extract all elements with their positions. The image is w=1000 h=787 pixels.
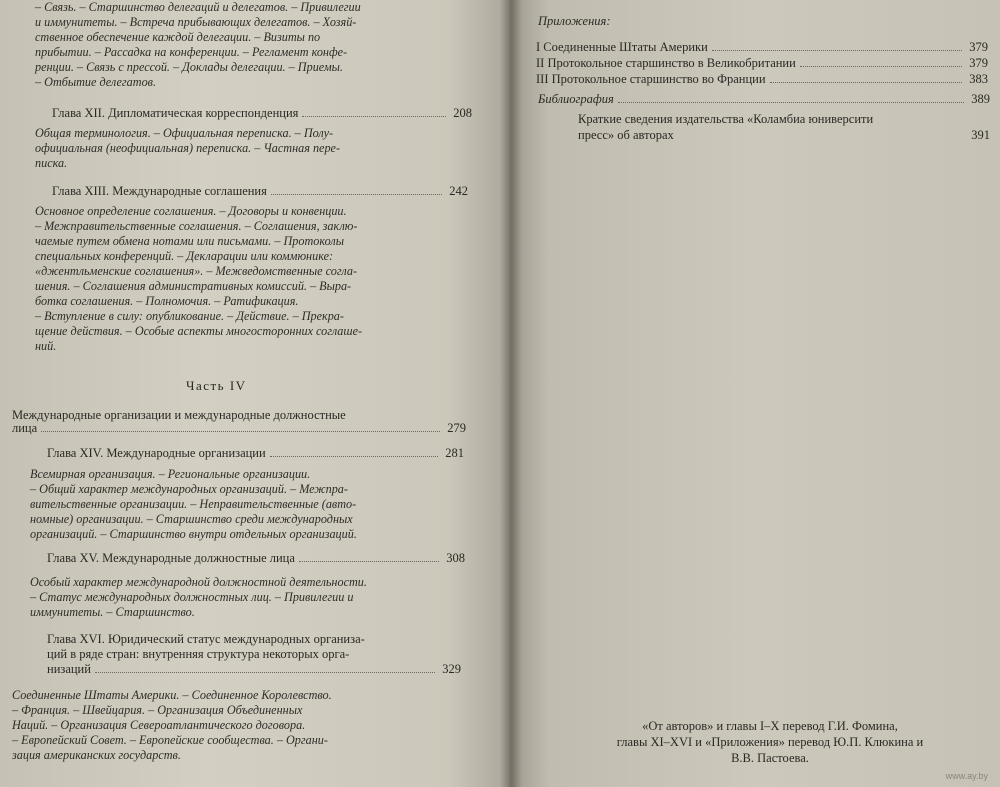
credits-line: главы XI–XVI и «Приложения» перевод Ю.П. Клюкина и	[616, 735, 924, 749]
toc-entry-part4	[12, 421, 466, 435]
part-title-line1: Международные организации и международные должностные	[12, 408, 346, 422]
toc-entry-appendix-2	[536, 56, 988, 70]
desc-line: официальная (неофициальная) переписка. – Частная пере-	[35, 141, 341, 155]
desc-line: вительственные организации. – Неправительственные (авто-	[30, 497, 357, 511]
toc-entry-title: Глава XIII. Международные соглашения	[52, 184, 267, 198]
part-heading: Часть IV	[186, 378, 247, 393]
dot-leader	[770, 82, 962, 83]
toc-entry-title: Библиография	[538, 92, 614, 106]
desc-line: ренции. – Связь с прессой. – Доклады делегации. – Приемы.	[35, 60, 343, 74]
dot-leader	[800, 66, 962, 67]
toc-entry-page: 279	[447, 421, 466, 435]
chapter16-description	[12, 688, 422, 763]
toc-entry-chapter12	[52, 106, 472, 120]
desc-line: иммунитеты. – Старшинство.	[30, 605, 195, 619]
chapter13-description	[35, 204, 435, 354]
toc-entry-title: лица	[12, 421, 38, 435]
toc-entry-title-line: Глава XVI. Юридический статус международных организа-	[47, 632, 365, 646]
toc-entry-title: пресс» об авторах	[578, 128, 674, 142]
translation-credits	[570, 718, 970, 766]
toc-entry-bibliography	[538, 92, 990, 106]
toc-entry-title: Глава XII. Дипломатическая корреспонденция	[52, 106, 299, 120]
desc-line: Всемирная организация. – Региональные организации.	[30, 467, 311, 481]
desc-line: организаций. – Старшинство внутри отдельных организаций.	[30, 527, 357, 541]
watermark: www.ay.by	[945, 771, 988, 781]
toc-entry-title: Глава XV. Международные должностные лица	[47, 551, 295, 565]
toc-entry-chapter13	[52, 184, 468, 198]
chapter15-description	[30, 575, 430, 620]
toc-entry-page: 383	[969, 72, 988, 86]
dot-leader	[302, 116, 446, 117]
toc-entry-appendix-1	[536, 40, 988, 54]
toc-entry-page: 389	[971, 92, 990, 106]
desc-line: и иммунитеты. – Встреча прибывающих делегатов. – Хозяй-	[35, 15, 357, 29]
desc-line: шения. – Соглашения административных комиссий. – Выра-	[35, 279, 352, 293]
desc-line: – Европейский Совет. – Европейские сообщества. – Органи-	[12, 733, 328, 747]
appendices-heading: Приложения:	[538, 14, 611, 28]
toc-entry-about-authors	[578, 128, 990, 142]
toc-entry-chapter14	[47, 446, 464, 460]
chapter12-description	[35, 126, 435, 171]
dot-leader	[270, 456, 438, 457]
toc-entry-chapter15	[47, 551, 465, 565]
desc-line: чаемые путем обмена нотами или письмами. – Протоколы	[35, 234, 344, 248]
toc-entry-chapter16-title	[47, 632, 437, 662]
desc-line: «джентльменские соглашения». – Межведомственные согла-	[35, 264, 358, 278]
toc-entry-title: низаций	[47, 662, 91, 676]
desc-line: Общая терминология. – Официальная переписка. – Полу-	[35, 126, 334, 140]
desc-line: ственное обеспечение каждой делегации. – Визиты по	[35, 30, 321, 44]
credits-line: В.В. Пастоева.	[731, 751, 809, 765]
toc-entry-page: 308	[446, 551, 465, 565]
desc-line: номные) организации. – Старшинство среди международных	[30, 512, 353, 526]
toc-entry-chapter16	[47, 662, 461, 676]
dot-leader	[271, 194, 442, 195]
toc-entry-title: Глава XIV. Международные организации	[47, 446, 266, 460]
desc-line: специальных конференций. – Декларации или коммюнике:	[35, 249, 334, 263]
desc-line: Основное определение соглашения. – Договоры и конвенции.	[35, 204, 347, 218]
desc-line: Особый характер международной должностной деятельности.	[30, 575, 367, 589]
desc-line: ботка соглашения. – Полномочия. – Ратификация.	[35, 294, 299, 308]
toc-entry-appendix-3	[536, 72, 988, 86]
desc-line: ний.	[35, 339, 57, 353]
toc-entry-page: 391	[971, 128, 990, 142]
dot-leader	[618, 102, 964, 103]
desc-line: – Общий характер международных организаций. – Межпра-	[30, 482, 348, 496]
dot-leader	[678, 138, 964, 139]
desc-line: писка.	[35, 156, 68, 170]
desc-line: Соединенные Штаты Америки. – Соединенное Королевство.	[12, 688, 332, 702]
about-authors-line1: Краткие сведения издательства «Коламбиа юниверсити	[578, 112, 874, 126]
toc-entry-page: 379	[969, 40, 988, 54]
dot-leader	[95, 672, 435, 673]
chapter14-description	[30, 467, 430, 542]
dot-leader	[712, 50, 962, 51]
desc-line: – Статус международных должностных лиц. – Привилегии и	[30, 590, 354, 604]
toc-entry-page: 242	[449, 184, 468, 198]
dot-leader	[299, 561, 439, 562]
toc-entry-title: III Протокольное старшинство во Франции	[536, 72, 766, 86]
desc-line: – Вступление в силу: опубликование. – Действие. – Прекра-	[35, 309, 344, 323]
toc-entry-title-line: ций в ряде стран: внутренняя структура некоторых орга-	[47, 647, 350, 661]
toc-entry-title: I Соединенные Штаты Америки	[536, 40, 708, 54]
credits-line: «От авторов» и главы I–X перевод Г.И. Фомина,	[642, 719, 898, 733]
right-page	[510, 0, 1000, 787]
toc-entry-page: 329	[442, 662, 461, 676]
toc-entry-title: II Протокольное старшинство в Великобритании	[536, 56, 796, 70]
toc-entry-page: 281	[445, 446, 464, 460]
desc-line: – Межправительственные соглашения. – Соглашения, заклю-	[35, 219, 358, 233]
desc-line: прибытии. – Рассадка на конференции. – Регламент конфе-	[35, 45, 348, 59]
chapter11-description	[35, 0, 435, 90]
desc-line: зация американских государств.	[12, 748, 181, 762]
desc-line: – Связь. – Старшинство делегаций и делегатов. – Привилегии	[35, 0, 361, 14]
toc-entry-page: 208	[453, 106, 472, 120]
book-gutter	[500, 0, 522, 787]
desc-line: щение действия. – Особые аспекты многосторонних соглаше-	[35, 324, 363, 338]
dot-leader	[41, 431, 440, 432]
toc-entry-page: 379	[969, 56, 988, 70]
desc-line: Наций. – Организация Североатлантического договора.	[12, 718, 306, 732]
desc-line: – Отбытие делегатов.	[35, 75, 157, 89]
desc-line: – Франция. – Швейцария. – Организация Объединенных	[12, 703, 303, 717]
